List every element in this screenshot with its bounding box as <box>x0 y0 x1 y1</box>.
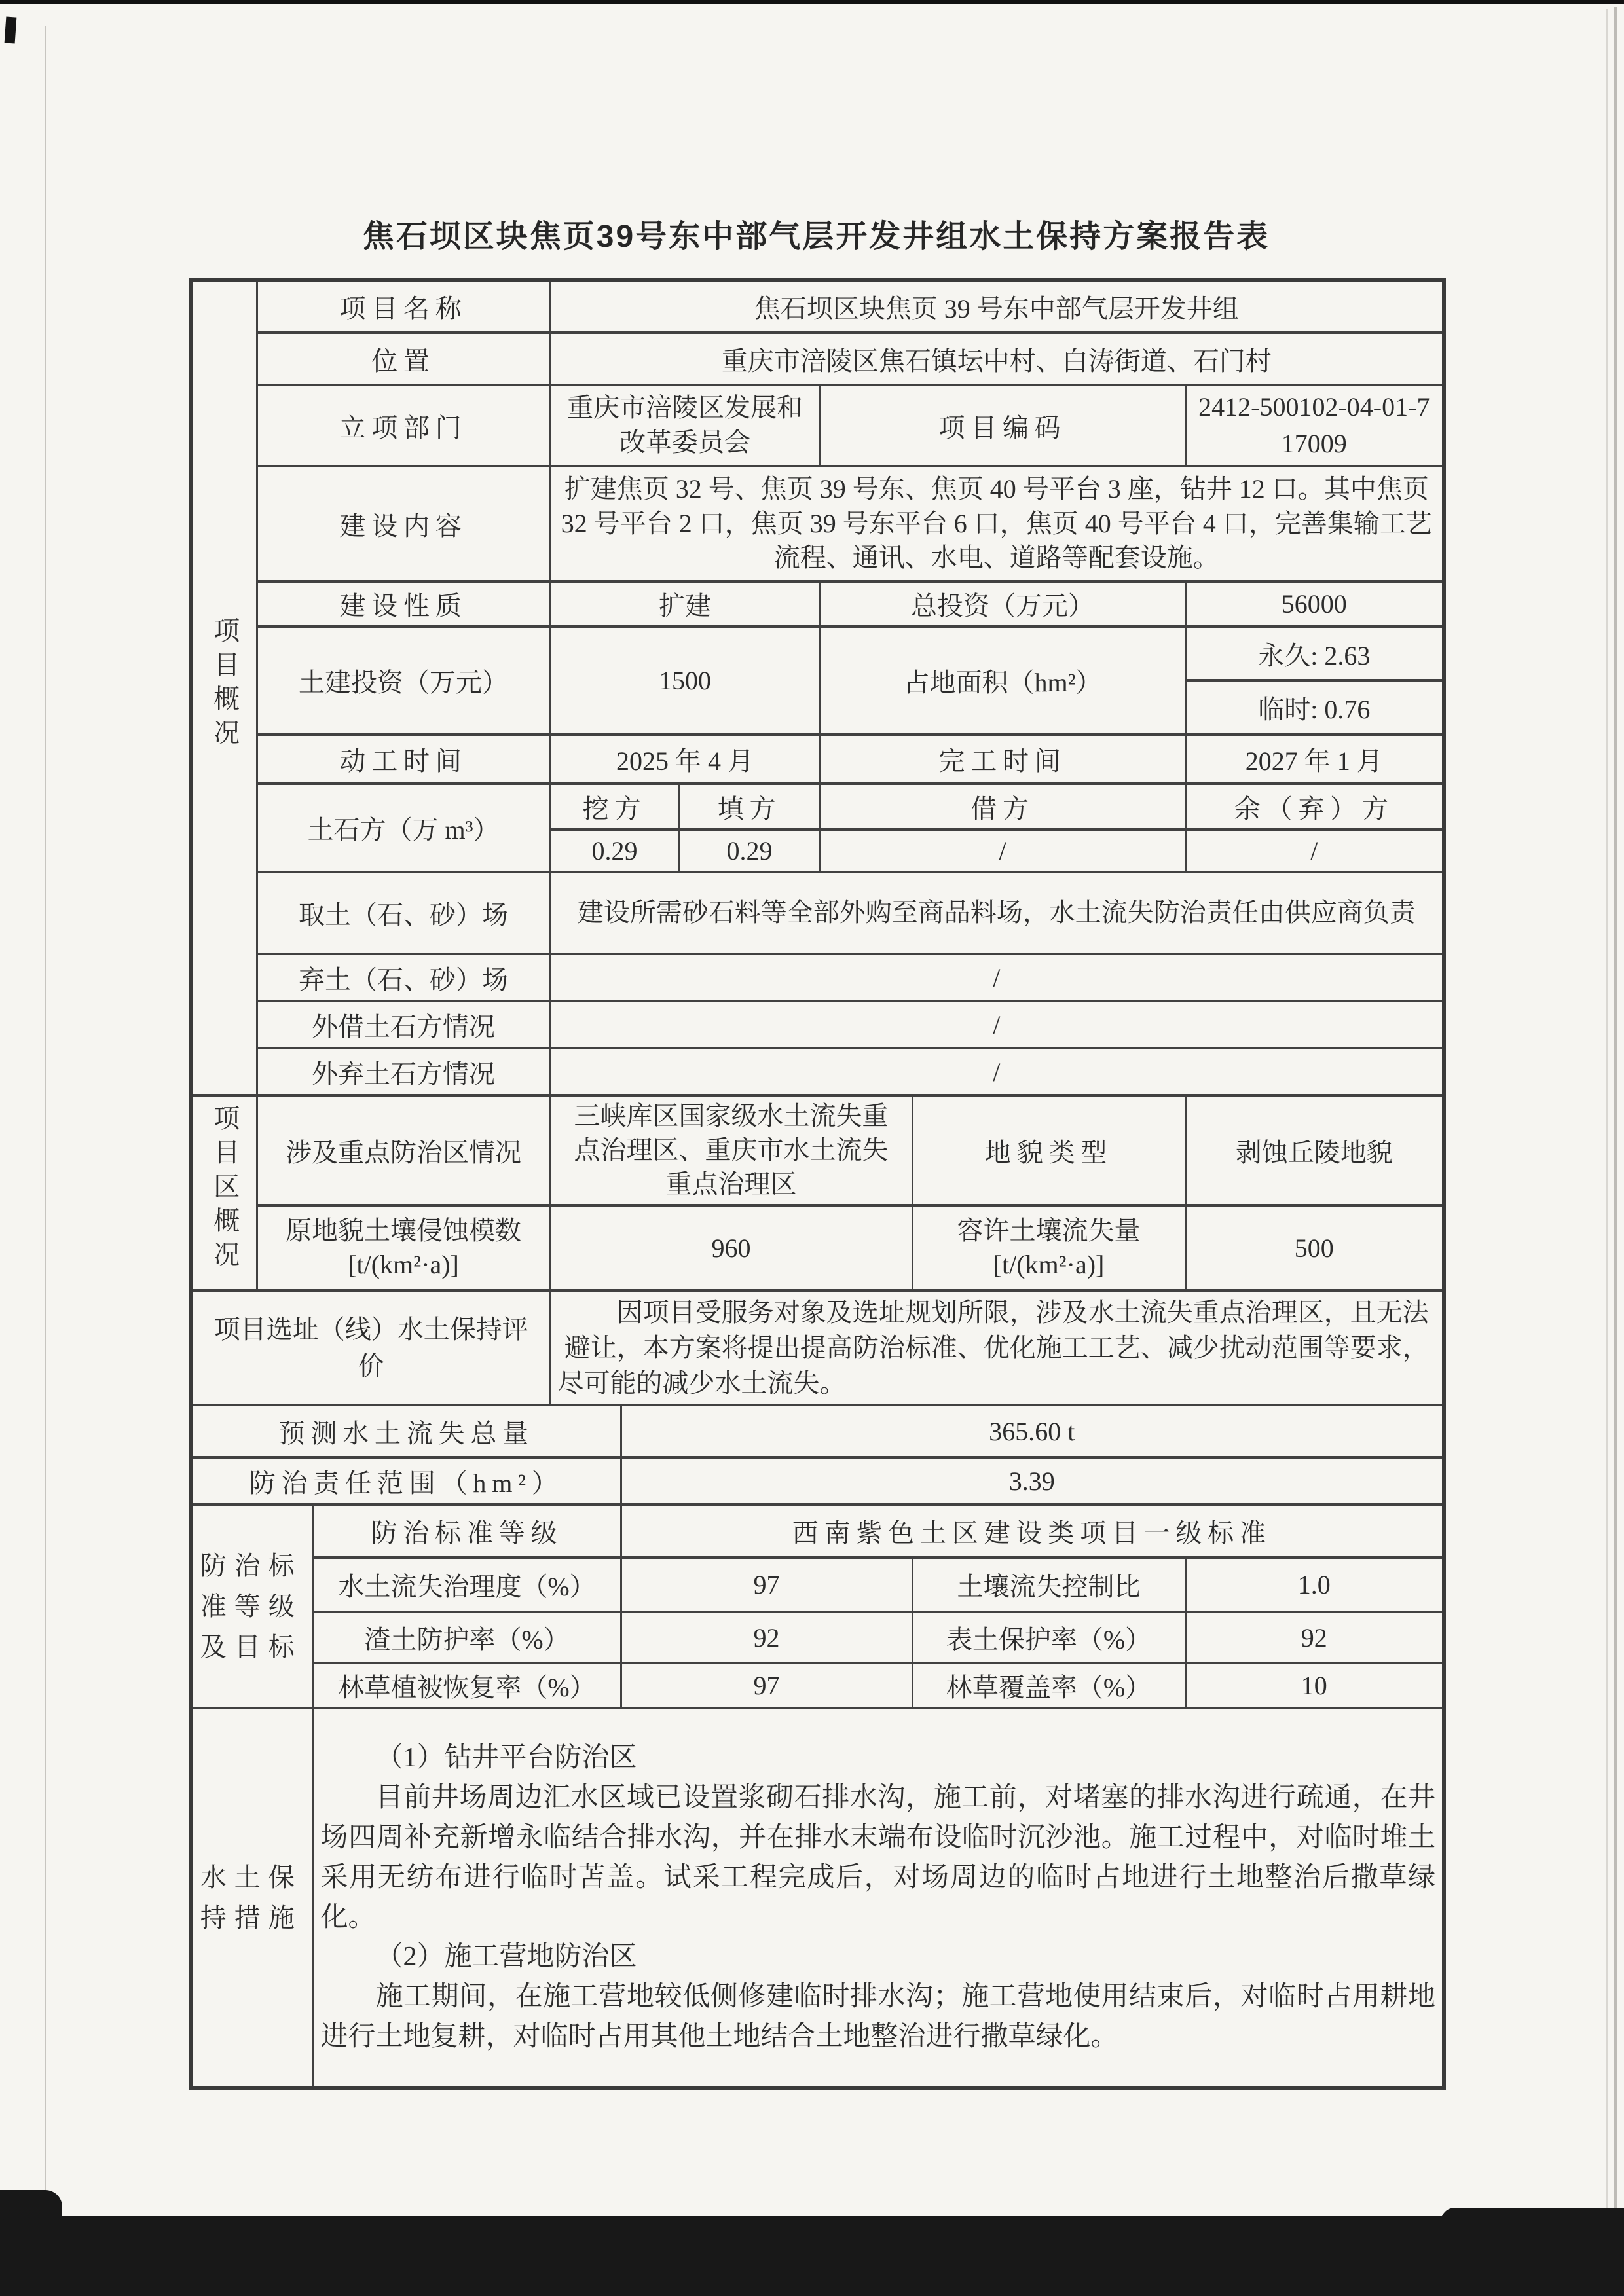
approval-dept-value: 重庆市涪陵区发展和改革委员会 <box>550 385 820 466</box>
slag-protection-value: 92 <box>621 1612 912 1663</box>
scan-top-edge <box>0 0 1624 4</box>
landform-label: 地貌类型 <box>912 1095 1185 1205</box>
control-degree-value: 97 <box>621 1558 912 1612</box>
location-value: 重庆市涪陵区焦石镇坛中村、白涛街道、石门村 <box>550 333 1444 385</box>
land-area-temporary: 临时: 0.76 <box>1185 680 1444 735</box>
vegetation-coverage-value: 10 <box>1185 1663 1444 1708</box>
loss-control-ratio-value: 1.0 <box>1185 1558 1444 1612</box>
topsoil-protection-label: 表土保护率（%） <box>912 1612 1185 1663</box>
finish-date-value: 2027 年 1 月 <box>1185 735 1444 784</box>
measures-paragraph-1: （1）钻井平台防治区 <box>375 1742 637 1773</box>
loss-control-ratio-label: 土壤流失控制比 <box>912 1558 1185 1612</box>
site-evaluation-value: 因项目受服务对象及选址规划所限，涉及水土流失重点治理区，且无法避让，本方案将提出提高防治标准、优化施工工艺、减少扰动范围等要求，尽可能的减少水土流失。 <box>550 1290 1444 1405</box>
measures-paragraph-3: （2）施工营地防治区 <box>375 1942 637 1973</box>
allowable-loss-value: 500 <box>1185 1205 1444 1290</box>
section-label-measures: 水土保持措施 <box>191 1708 313 2088</box>
civil-investment-value: 1500 <box>550 627 820 735</box>
borrow-site-value: 建设所需砂石料等全部外购至商品料场，水土流失防治责任由供应商负责 <box>550 872 1444 954</box>
construction-content-label: 建设内容 <box>257 466 550 581</box>
land-area-label: 占地面积（hm²） <box>820 627 1185 735</box>
vegetation-recovery-label: 林草植被恢复率（%） <box>313 1663 621 1708</box>
responsibility-scope-label: 防治责任范围（hm²） <box>191 1457 621 1504</box>
scan-right-page-edge-dark <box>1614 7 1617 2296</box>
erosion-modulus-value: 960 <box>550 1205 912 1290</box>
land-area-permanent: 永久: 2.63 <box>1185 627 1444 680</box>
location-label: 位置 <box>257 333 550 385</box>
key-zone-label: 涉及重点防治区情况 <box>257 1095 550 1205</box>
external-borrow-label: 外借土石方情况 <box>257 1001 550 1048</box>
start-date-label: 动工时间 <box>257 735 550 784</box>
forecast-loss-label: 预测水土流失总量 <box>191 1405 621 1457</box>
construction-content-value: 扩建焦页 32 号、焦页 39 号东、焦页 40 号平台 3 座，钻井 12 口。其中焦页 32 号平台 2 口，焦页 39 号东平台 6 口，焦页 40 号平台 4 口，完善集输工艺流程、通讯、水电、道路等配套设施。 <box>550 466 1444 581</box>
vegetation-recovery-value: 97 <box>621 1663 912 1708</box>
key-zone-value: 三峡库区国家级水土流失重点治理区、重庆市水土流失重点治理区 <box>550 1095 912 1205</box>
measures-paragraph-4: 施工期间，在施工营地较低侧修建临时排水沟；施工营地使用结束后，对临时占用耕地进行土地复耕，对临时占用其他土地结合土地整治进行撒草绿化。 <box>320 1982 1436 2052</box>
spoil-site-value: / <box>550 954 1444 1001</box>
section-label-region-overview: 项目区概况 <box>191 1095 257 1290</box>
earthwork-label: 土石方（万 m³） <box>257 784 550 872</box>
section-label-standards: 防治标准等级及目标 <box>191 1504 313 1708</box>
approval-dept-label: 立项部门 <box>257 385 550 466</box>
scan-left-page-edge <box>45 26 46 2216</box>
earthwork-borrow-value: / <box>820 829 1185 872</box>
erosion-modulus-label: 原地貌土壤侵蚀模数[t/(km²·a)] <box>257 1205 550 1290</box>
borrow-site-label: 取土（石、砂）场 <box>257 872 550 954</box>
earthwork-spoil-header: 余（弃）方 <box>1185 784 1444 829</box>
control-degree-label: 水土流失治理度（%） <box>313 1558 621 1612</box>
earthwork-fill-header: 填方 <box>679 784 820 829</box>
external-borrow-value: / <box>550 1001 1444 1048</box>
earthwork-spoil-value: / <box>1185 829 1444 872</box>
page-title: 焦石坝区块焦页39号东中部气层开发井组水土保持方案报告表 <box>362 219 1270 254</box>
scan-right-page-edge <box>1606 9 1608 2296</box>
standard-grade-value: 西南紫色土区建设类项目一级标准 <box>621 1504 1444 1558</box>
section-label-project-overview: 项目概况 <box>191 280 257 1095</box>
project-name-value: 焦石坝区块焦页 39 号东中部气层开发井组 <box>550 280 1444 333</box>
measures-content <box>313 1708 1444 2088</box>
slag-protection-label: 渣土防护率（%） <box>313 1612 621 1663</box>
measures-paragraph-2: 目前井场周边汇水区域已设置浆砌石排水沟，施工前，对堵塞的排水沟进行疏通，在井场四周补充新增永临结合排水沟，并在排水末端布设临时沉沙池。施工过程中，对临时堆土采用无纺布进行临时苫盖。试采工程完成后，对场周边的临时占地进行土地整治后撒草绿化。 <box>320 1782 1436 1933</box>
report-table <box>189 278 1446 2090</box>
civil-investment-label: 土建投资（万元） <box>257 627 550 735</box>
total-investment-label: 总投资（万元） <box>820 581 1185 627</box>
total-investment-value: 56000 <box>1185 581 1444 627</box>
external-spoil-value: / <box>550 1048 1444 1095</box>
responsibility-scope-value: 3.39 <box>621 1457 1444 1504</box>
scan-corner-mark <box>5 16 17 43</box>
spoil-site-label: 弃土（石、砂）场 <box>257 954 550 1001</box>
external-spoil-label: 外弃土石方情况 <box>257 1048 550 1095</box>
landform-value: 剥蚀丘陵地貌 <box>1185 1095 1444 1205</box>
allowable-loss-label: 容许土壤流失量 [t/(km²·a)] <box>912 1205 1185 1290</box>
project-code-value: 2412-500102-04-01-717009 <box>1185 385 1444 466</box>
topsoil-protection-value: 92 <box>1185 1612 1444 1663</box>
start-date-value: 2025 年 4 月 <box>550 735 820 784</box>
construction-nature-value: 扩建 <box>550 581 820 627</box>
earthwork-borrow-header: 借方 <box>820 784 1185 829</box>
project-name-label: 项目名称 <box>257 280 550 333</box>
construction-nature-label: 建设性质 <box>257 581 550 627</box>
earthwork-fill-value: 0.29 <box>679 829 820 872</box>
finish-date-label: 完工时间 <box>820 735 1185 784</box>
forecast-loss-value: 365.60 t <box>621 1405 1444 1457</box>
site-evaluation-label: 项目选址（线）水土保持评价 <box>191 1290 550 1405</box>
earthwork-dig-header: 挖方 <box>550 784 679 829</box>
project-code-label: 项目编码 <box>820 385 1185 466</box>
standard-grade-label: 防治标准等级 <box>313 1504 621 1558</box>
earthwork-dig-value: 0.29 <box>550 829 679 872</box>
scan-bottom-edge <box>0 2216 1624 2296</box>
vegetation-coverage-label: 林草覆盖率（%） <box>912 1663 1185 1708</box>
